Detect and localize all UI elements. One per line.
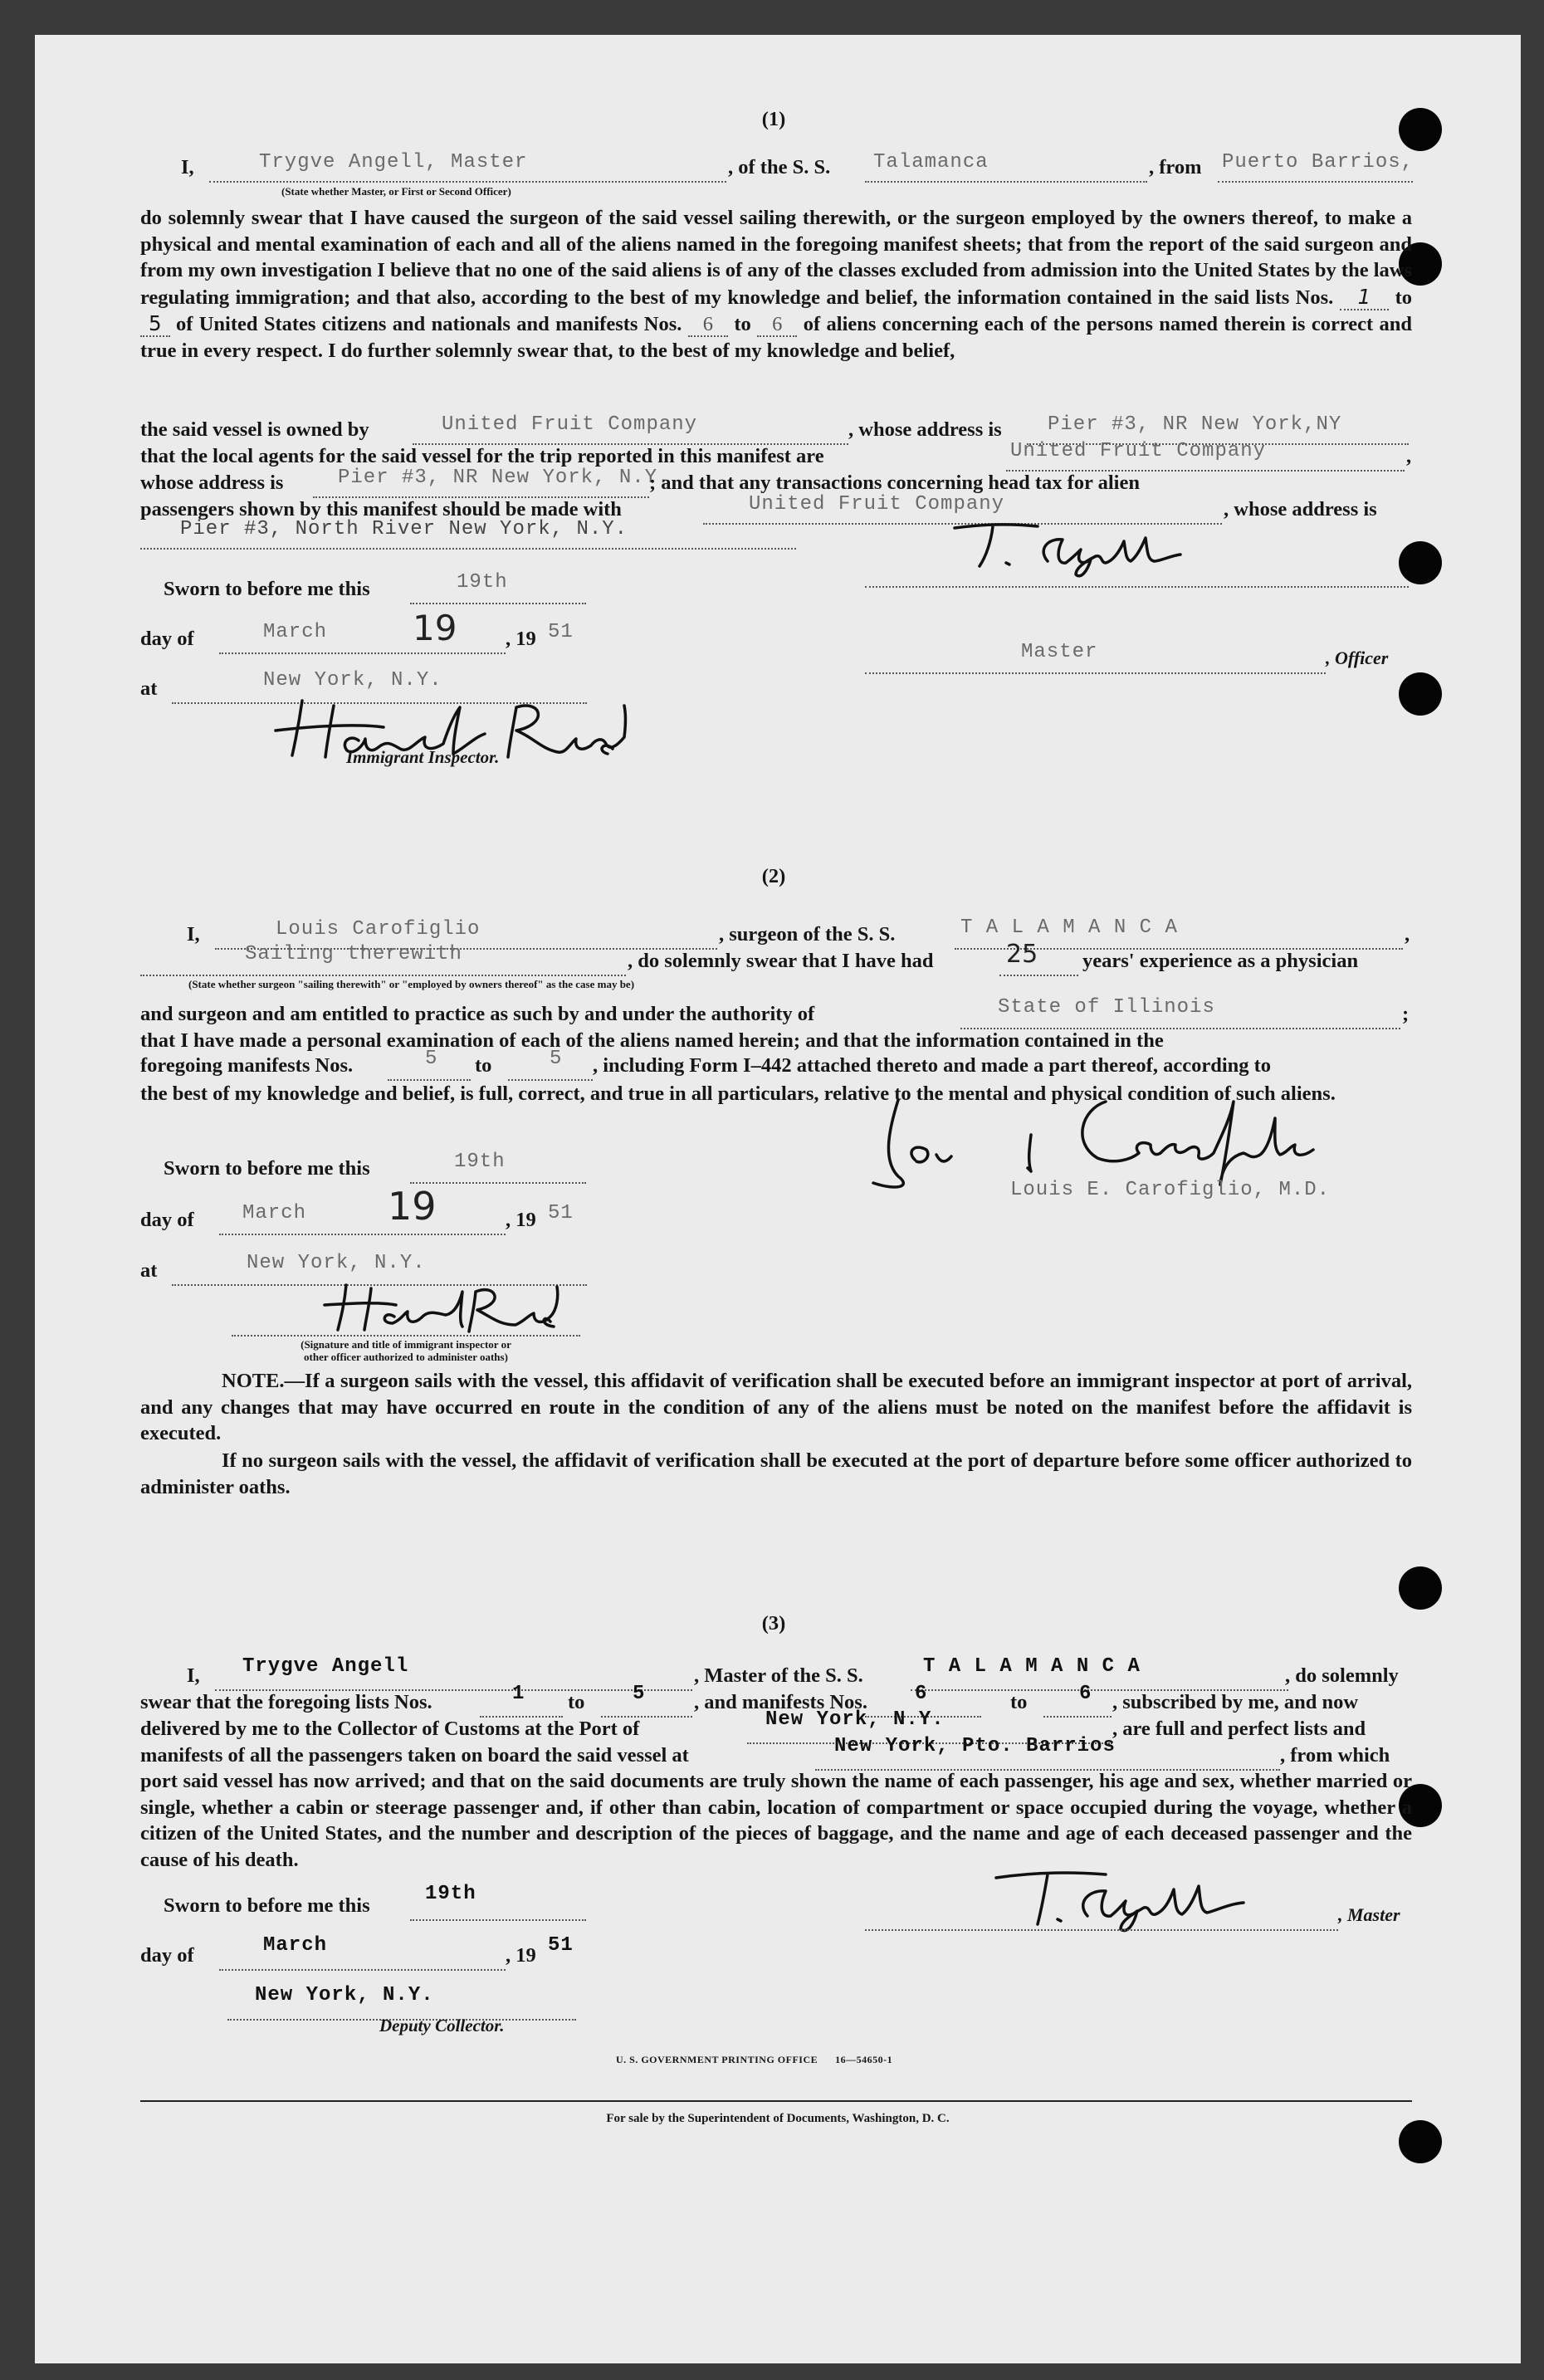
year-typed-2: 51 [548,1202,574,1224]
man-to-typed-3: 6 [1079,1683,1092,1705]
ship-typed-2: T A L A M A N C A [960,916,1178,939]
master-typed-3: Trygve Angell [242,1655,409,1678]
sworn-label-2: Sworn to before me this [164,1157,370,1180]
ship-typed-3: T A L A M A N C A [923,1655,1141,1678]
manifests-label-3: manifests of all the passengers taken on board the said vessel at [140,1744,689,1767]
note-2: If no surgeon sails with the vessel, the affidavit of verification shall be executed at the port of departure before some officer authorized to administer oaths. [140,1449,1412,1498]
master-typed: Trygve Angell, Master [259,151,528,173]
master-of-label-3: , Master of the S. S. [694,1664,863,1687]
passengers-typed: United Fruit Company [749,493,1005,516]
to-label-3b: to [1010,1691,1028,1713]
lists-to-field-3 [601,1691,692,1718]
footer-rule [140,2100,1412,2102]
from-which-label-3: , from which [1280,1744,1390,1767]
sig-note-2: other officer authorized to administer oaths) [304,1351,508,1363]
sworn-day-typed: 19th [457,571,508,594]
punch-hole [1399,1566,1442,1610]
day-of-label: day of [140,628,194,650]
at-label: at [140,677,158,700]
agents-typed: United Fruit Company [1010,440,1267,462]
agents-comma: , [1406,445,1412,467]
man-to-field-3 [1043,1691,1112,1718]
footer-sale: For sale by the Superintendent of Documents, Washington, D. C. [606,2112,950,2125]
day-of-label-2: day of [140,1209,194,1231]
owner-address-label: , whose address is [848,418,1002,441]
man-to: 6 [757,313,797,337]
manifest-affidavit-page [35,35,1521,2363]
man-from-typed-3: 6 [915,1683,928,1705]
man-from-typed-2: 5 [425,1048,438,1070]
from-port-typed: Puerto Barrios, [1222,151,1415,173]
foregoing-label: foregoing manifests Nos. [140,1054,354,1077]
to-label-3a: to [568,1691,585,1713]
swear-label-3: swear that the foregoing lists Nos. [140,1691,432,1713]
month-typed-2: March [242,1202,307,1224]
year-prefix-hand: 19 [413,608,457,648]
agents-label: that the local agents for the said vessel for the trip reported in this manifest are [140,445,824,467]
owner-typed: United Fruit Company [442,413,698,436]
authority-semicolon: ; [1402,1003,1410,1025]
section-1-body-a: do solemnly swear that I have caused the surgeon of the said vessel sailing therewith, or the surgeon employed by the owners thereof, to make a physical and mental examination of each and all of the aliens named in the foregoing manifest sheets; that from the report of the said surgeon and from my own investigation I believe that no one of the said aliens is of any of the classes excluded from admission into the United States by the laws regulating immigration; and that also, according to the best of my knowledge and belief, the information contained in the said lists Nos. 1 to 5 of United States citizens and nationals and manifests Nos. 6 to 6 of aliens concerning each of the persons named therein is correct and true in every respect. I do further solemnly swear that, to the best of my knowledge and belief, [140,207,1413,362]
years-hand: 25 [1006,940,1038,969]
owned-by-label: the said vessel is owned by [140,418,369,441]
surgeon-name-typed: Louis E. Carofiglio, M.D. [1010,1179,1331,1201]
inspector-label-1: Immigrant Inspector. [346,747,500,767]
sworn-label-3: Sworn to before me this [164,1894,370,1917]
port-typed-3: New York, N.Y. [765,1708,945,1731]
ship-typed: Talamanca [873,151,989,173]
agents-address-label: whose address is [140,472,284,494]
punch-hole [1399,2120,1442,2163]
section-1-number: (1) [761,108,786,130]
month-typed-3: March [263,1934,328,1957]
passengers-address-label: , whose address is [1224,498,1377,520]
punch-hole [1399,672,1442,716]
section-1-i: I, [181,156,194,178]
master-label-3: , Master [1338,1904,1400,1925]
swear-label-2: , do solemnly swear that I have had [628,950,934,972]
and-manifests-label-3: , and manifests Nos. [694,1691,867,1713]
ship-comma-2: , [1405,923,1410,946]
from-label: , from [1149,156,1202,178]
officer-title-typed: Master [1021,641,1098,663]
to-label-2: to [475,1054,492,1077]
at-label-2: at [140,1259,158,1282]
subscribed-label-3: , subscribed by me, and now [1112,1691,1359,1713]
year-typed: 51 [548,621,574,643]
agents-address-typed: Pier #3, NR New York, N.Y. [338,467,671,489]
year-typed-3: 51 [548,1934,574,1957]
month-field-3 [219,1944,506,1971]
month-typed: March [263,621,328,643]
full-lists-label-3: , are full and perfect lists and [1112,1718,1366,1740]
master-signature-line [865,1904,1338,1931]
solemnly-label-3: , do solemnly [1285,1664,1399,1687]
last-address-typed: Pier #3, North River New York, N.Y. [180,518,628,540]
place-typed-3: New York, N.Y. [255,1984,434,2006]
year-prefix-3: , 19 [506,1944,536,1967]
section-2-number: (2) [761,865,786,887]
place-typed: New York, N.Y. [263,669,442,692]
owner-address-typed: Pier #3, NR New York,NY [1048,413,1342,436]
section-3-body: port said vessel has now arrived; and that on the said documents are truly shown the name of each passenger, his age and sex, whether married or single, whether a cabin or steerage passenger and, if other than cabin, location of compartment or space occupied during the voyage, whether a citizen of the United States, and the number and description of the pieces of baggage, and the name and age of each deceased passenger and the cause of his death. [140,1770,1412,1871]
sig-note-1: (Signature and title of immigrant inspector or [300,1338,511,1351]
surgeon-state-note: (State whether surgeon "sailing therewith" or "employed by owners thereof" as the case may be) [188,978,635,990]
year-prefix-hand-2: 19 [388,1184,437,1229]
sworn-day-typed-2: 19th [454,1151,506,1173]
month-field [219,628,506,654]
head-tax-text: ; and that any transactions concerning head tax for alien [649,472,1140,494]
embark-typed-3: New York, Pto. Barrios [834,1735,1116,1757]
of-ss-label: , of the S. S. [728,156,831,178]
section-3-i: I, [187,1664,200,1687]
man-to-typed-2: 5 [550,1048,563,1070]
section-2-body-b: that I have made a personal examination of each of the aliens named herein; and that the information contained in the [140,1029,1164,1052]
sailing-typed: Sailing therewith [245,943,462,965]
gpo-line: U. S. GOVERNMENT PRINTING OFFICE 16—54650-1 [616,2054,893,2065]
man-from: 6 [688,313,728,337]
including-text: , including Form I–442 attached thereto and made a part thereof, according to [593,1054,1272,1077]
inspector-line-2 [232,1310,580,1337]
year-comma: , 19 [506,628,536,650]
officer-label: , Officer [1326,648,1389,668]
lists-from: 1 [1340,285,1390,310]
authority-typed: State of Illinois [998,996,1215,1019]
lists-to: 5 [140,311,170,337]
lists-from-typed-3: 1 [512,1683,525,1705]
sworn-label: Sworn to before me this [164,578,370,600]
day-of-label-3: day of [140,1944,194,1967]
section-2-i: I, [187,923,200,946]
place-typed-2: New York, N.Y. [247,1252,426,1274]
section-3-number: (3) [761,1612,786,1635]
surgeon-of-label: , surgeon of the S. S. [719,923,896,946]
note-1: NOTE.—If a surgeon sails with the vessel, this affidavit of verification shall be executed before an immigrant inspector at port of arrival, and any changes that may have occurred en route in the condition of any of the aliens must be noted on the manifest before the affidavit is executed. [140,1370,1412,1444]
section-2-body-d: the best of my knowledge and belief, is full, correct, and true in all particulars, relative to the mental and physical condition of such aliens. [140,1082,1336,1105]
year-comma-2: , 19 [506,1209,536,1231]
delivered-label-3: delivered by me to the Collector of Customs at the Port of [140,1718,640,1740]
surgeon-typed: Louis Carofiglio [276,918,481,941]
authority-label: and surgeon and am entitled to practice as such by and under the authority of [140,1003,815,1025]
sworn-day-typed-3: 19th [425,1883,476,1905]
master-state-note: (State whether Master, or First or Second Officer) [281,185,511,198]
lists-to-typed-3: 5 [633,1683,646,1705]
officer-signature [948,516,1197,574]
passengers-label: passengers shown by this manifest should be made with [140,498,622,520]
collector-label: Deputy Collector. [379,2016,505,2035]
years-text: years' experience as a physician [1082,950,1359,972]
